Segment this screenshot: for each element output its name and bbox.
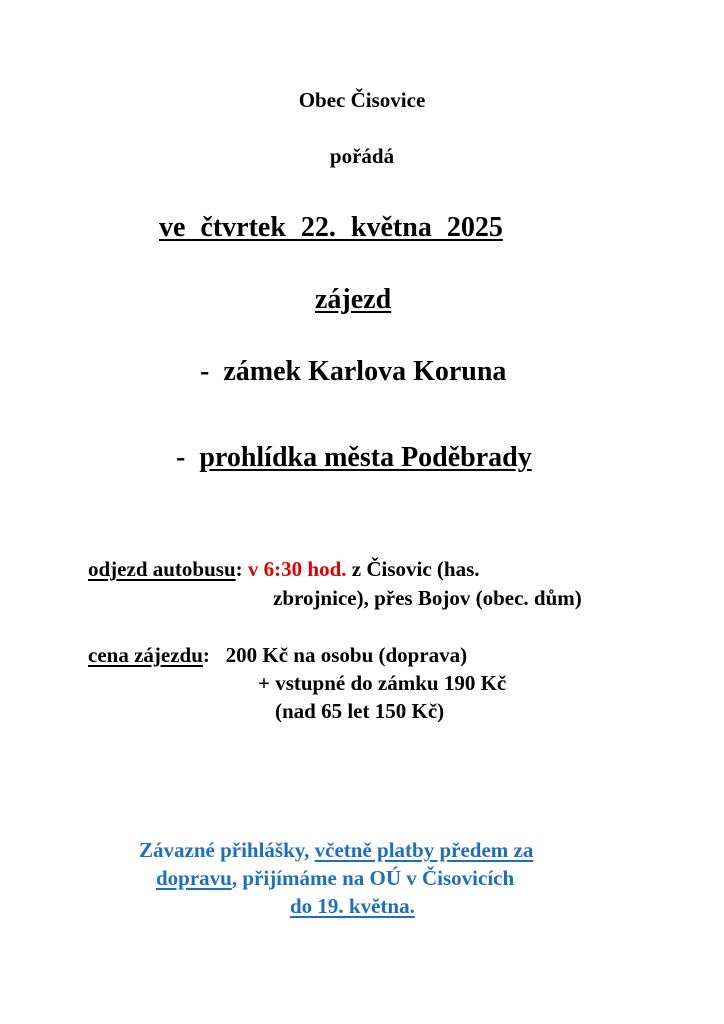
destination-dash: - — [200, 356, 210, 387]
price-senior: (nad 65 let 150 Kč) — [275, 699, 445, 723]
registration-note-line — [156, 866, 514, 891]
departure-colon: : — [235, 557, 243, 581]
destination-item — [200, 356, 506, 388]
event-title: zájezd — [315, 284, 392, 315]
destination-label: prohlídka města Poděbrady — [199, 442, 532, 473]
departure-time: v 6:30 hod. — [247, 557, 347, 581]
registration-note-line — [139, 838, 533, 863]
price-label: cena zájezdu — [88, 643, 203, 667]
note-text-underlined: dopravu — [156, 866, 232, 890]
departure-place-continued: zbrojnice), přes Bojov (obec. dům) — [273, 586, 582, 610]
organizer-verb: pořádá — [329, 144, 395, 168]
price-line — [88, 643, 467, 668]
organizer-name: Obec Čisovice — [298, 88, 426, 112]
price-colon: : — [202, 643, 210, 667]
note-text-underlined: včetně platby předem za — [314, 838, 534, 862]
registration-deadline: do 19. května. — [290, 894, 415, 918]
event-date: ve čtvrtek 22. května 2025 — [159, 212, 503, 243]
note-text: Závazné přihlášky, — [139, 838, 315, 862]
destination-dash: - — [176, 442, 186, 473]
destination-item — [176, 442, 532, 474]
destination-label: zámek Karlova Koruna — [223, 356, 507, 387]
departure-place: z Čisovic (has. — [351, 557, 480, 581]
departure-line — [88, 557, 480, 582]
departure-label: odjezd autobusu — [88, 557, 236, 581]
note-text: , přijímáme na OÚ v Čisovicích — [231, 866, 515, 890]
price-transport: 200 Kč na osobu (doprava) — [225, 643, 468, 667]
price-admission: + vstupné do zámku 190 Kč — [258, 671, 507, 695]
